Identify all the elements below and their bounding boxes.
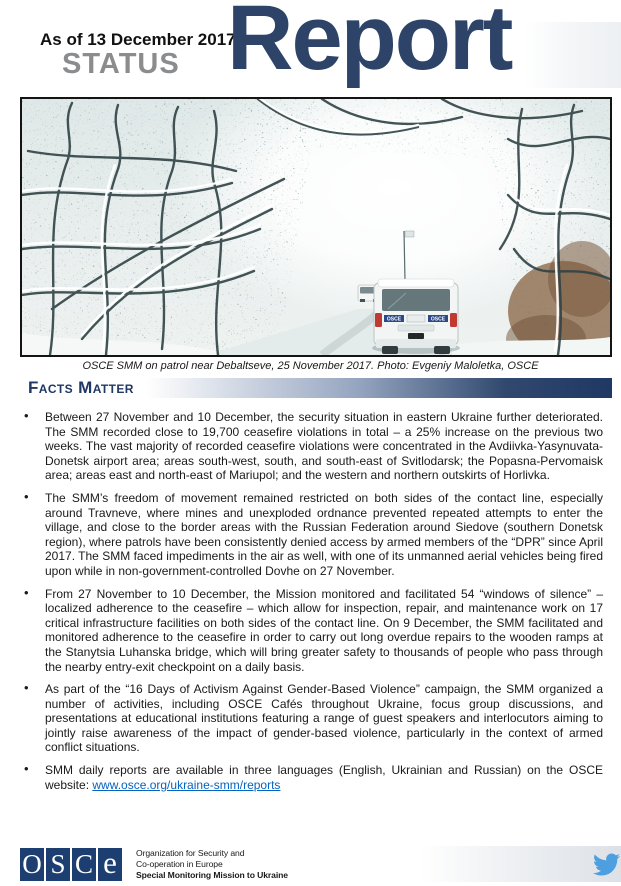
report-title: Report [227,0,512,89]
osce-logo-letter: C [72,848,96,881]
org-line-2: Co-operation in Europe [136,858,223,869]
report-header [0,0,621,97]
org-line-3: Special Monitoring Mission to Ukraine [136,869,288,880]
footer-accent-bar [420,846,621,882]
header-background-fade [524,22,621,88]
fact-bullet-gender-campaign [15,682,603,755]
facts-section [0,410,621,792]
fact-bullet-text: SMM daily reports are available in three languages (English, Ukrainian and Russian) on the OSCE website: [45,763,603,792]
organization-text [136,848,288,880]
fact-bullet-freedom-of-movement [15,491,603,579]
status-word: STATUS [62,48,180,80]
fact-bullet-text: As part of the “16 Days of Activism Against Gender-Based Violence” campaign, the SMM organized a number of activities, including OSCE Cafés throughout Ukraine, focus group discussions, and presentations at educational institutions featuring a range of guest speakers and interlocutors aiming to jointly raise awareness of the impact of gender-based violence, particularly in the context of armed conflict situations. [45,682,603,755]
fact-bullet-ceasefire-violations [15,410,603,483]
vehicle-osce-marking-left: OSCE [386,316,402,323]
fact-bullet-windows-of-silence [15,587,603,675]
osce-logo-letter: S [46,848,70,881]
facts-list [0,410,621,792]
osce-logo-letter: O [20,848,44,881]
twitter-icon[interactable] [593,851,620,878]
report-date: As of 13 December 2017 [40,30,236,49]
facts-matter-title: Facts Matter [28,378,134,397]
photo-caption: OSCE SMM on patrol near Debaltseve, 25 November 2017. Photo: Evgeniy Maloletka, OSCE [82,360,539,372]
footer [0,844,621,886]
fact-bullet-daily-reports [15,763,603,792]
photo-winter-road [20,97,612,357]
fact-bullet-text: The SMM’s freedom of movement remained restricted on both sides of the contact line, especially around Travneve, where mines and unexploded ordnance prevented repeated attempts to enter the village, and close to the border areas with the Russian Federation around Siedove (southern Donetsk region), where patrols have been consistently denied access by armed members of the “DPR” since April 2017. The SMM faced impediments in the air as well, with one of its unmanned aerial vehicles being fired upon while in non-government-controlled Dovhe on 27 November. [45,490,603,578]
fact-bullet-text: Between 27 November and 10 December, the security situation in eastern Ukraine further deteriorated. The SMM recorded close to 19,700 ceasefire violations in total – a 25% increase on the previous two weeks. The vast majority of recorded ceasefire violations were concentrated in the Avdiivka-Yasynuvata-Donetsk airport area; areas south-west, south, and south-east of Svitlodarsk; the Popasna-Pervomaisk area; areas east and north-east of Mariupol; and the western and northern outskirts of Horlivka. [45,410,603,483]
facts-matter-heading-bar [15,378,612,398]
vehicle-osce-marking-right: OSCE [430,316,446,323]
fact-bullet-text: From 27 November to 10 December, the Mission monitored and facilitated 54 “windows of silence” – localized adherence to the ceasefire – which allow for inspection, repair, and maintenance work on 17 critical infrastructure facilities on both sides of the contact line. On 9 December, the SMM facilitated and monitored adherence to the ceasefire in order to carry out long overdue repairs to the wooden ramps at the Stanytsia Luhanska bridge, which will bring greater safety to thousands of people who pass through the nearby entry-exit checkpoint on a daily basis. [45,586,603,674]
osce-logo-letter: e [98,848,122,881]
reports-link[interactable]: www.osce.org/ukraine-smm/reports [92,777,281,792]
osce-logo [20,845,122,881]
org-line-1: Organization for Security and [136,848,245,858]
